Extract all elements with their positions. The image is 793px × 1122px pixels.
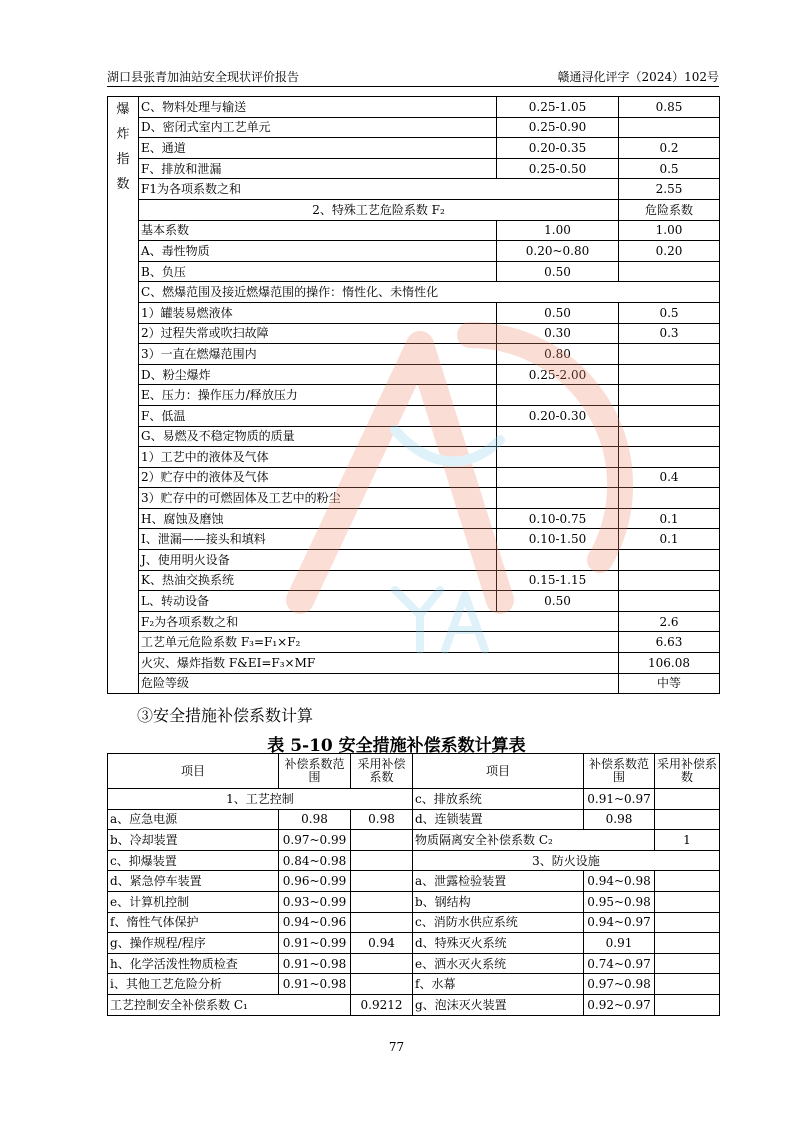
measure-used: 0.94 — [351, 933, 413, 954]
factor-range: 0.25-2.00 — [497, 364, 619, 385]
factor-name: 3）一直在燃爆范围内 — [139, 344, 497, 365]
factor-name: A、毒性物质 — [139, 241, 497, 262]
header-report-title: 湖口县张青加油站安全现状评价报告 — [107, 70, 300, 84]
total-label: F₂为各项系数之和 — [139, 611, 619, 632]
total-label: 工艺单元危险系数 F₃=F₁×F₂ — [139, 632, 619, 653]
measure-range: 0.95~0.98 — [584, 891, 655, 912]
total-row — [108, 632, 720, 653]
measure-range: 0.97~0.99 — [279, 830, 351, 851]
table-row — [108, 871, 720, 892]
factor-value: 0.85 — [619, 97, 720, 118]
factor-value: 0.2 — [619, 138, 720, 159]
side-label-char: 炸 — [116, 127, 130, 142]
total-value: 2.6 — [619, 611, 720, 632]
section-label: 3、防火设施 — [413, 850, 720, 871]
column-header-item: 项目 — [413, 754, 584, 789]
measure-name: g、操作规程/程序 — [108, 933, 279, 954]
special-header-label: 2、特殊工艺危险系数 F₂ — [139, 199, 619, 220]
factor-row — [108, 323, 720, 344]
factor-row — [108, 570, 720, 591]
factor-row — [108, 241, 720, 262]
measure-name: d、紧急停车装置 — [108, 871, 279, 892]
table-row — [108, 912, 720, 933]
total-value: 6.63 — [619, 632, 720, 653]
total-row — [108, 611, 720, 632]
factor-row — [108, 550, 720, 571]
factor-range: 1.00 — [497, 220, 619, 241]
measure-name: f、惰性气体保护 — [108, 912, 279, 933]
measure-name: e、计算机控制 — [108, 891, 279, 912]
measure-used — [351, 891, 413, 912]
measure-used — [655, 933, 720, 954]
measure-range: 0.91~0.98 — [279, 953, 351, 974]
measure-used — [351, 830, 413, 851]
measure-range: 0.98 — [584, 809, 655, 830]
section-label: 1、工艺控制 — [108, 789, 413, 810]
section-heading: ③安全措施补偿系数计算 — [137, 706, 314, 725]
factor-row — [108, 447, 720, 468]
factor-value: 0.1 — [619, 508, 720, 529]
measure-used — [351, 974, 413, 995]
factor-row — [108, 364, 720, 385]
f1-sum-label: F1为各项系数之和 — [139, 179, 619, 200]
factor-range — [497, 426, 619, 447]
measure-name: a、应急电源 — [108, 809, 279, 830]
column-header-range: 补偿系数范围 — [584, 754, 655, 789]
factor-value: 0.5 — [619, 158, 720, 179]
measure-range: 0.91~0.98 — [279, 974, 351, 995]
measure-range: 0.97~0.98 — [584, 974, 655, 995]
factor-name: I、泄漏——接头和填料 — [139, 529, 497, 550]
total-label: 火灾、爆炸指数 F&EI=F₃×MF — [139, 653, 619, 674]
factor-row — [108, 426, 720, 447]
factor-value: 0.3 — [619, 323, 720, 344]
factor-value — [619, 550, 720, 571]
total-value: 106.08 — [619, 653, 720, 674]
factor-value — [619, 426, 720, 447]
measure-range: 0.94~0.97 — [584, 912, 655, 933]
factor-range — [497, 550, 619, 571]
factor-row — [108, 529, 720, 550]
measure-name: b、冷却装置 — [108, 830, 279, 851]
factor-range: 0.10-0.75 — [497, 508, 619, 529]
factor-row — [108, 138, 720, 159]
factor-value: 0.1 — [619, 529, 720, 550]
measure-used — [655, 912, 720, 933]
table-row — [108, 891, 720, 912]
measure-name: e、洒水灭火系统 — [413, 953, 584, 974]
measure-name: f、水幕 — [413, 974, 584, 995]
special-header-row — [108, 199, 720, 220]
factor-name: F、低温 — [139, 405, 497, 426]
factor-row — [108, 302, 720, 323]
measure-name: g、泡沫灭火装置 — [413, 994, 584, 1015]
column-header-used: 采用补偿系数 — [655, 754, 720, 789]
measure-used — [655, 871, 720, 892]
measure-used — [655, 953, 720, 974]
factor-value: 0.4 — [619, 467, 720, 488]
factor-name: J、使用明火设备 — [139, 550, 497, 571]
factor-row-c — [108, 282, 720, 303]
table-row — [108, 974, 720, 995]
factor-value — [619, 385, 720, 406]
factor-range: 0.20-0.35 — [497, 138, 619, 159]
factor-name: B、负压 — [139, 261, 497, 282]
factor-row — [108, 97, 720, 118]
factor-row — [108, 220, 720, 241]
factor-name: E、通道 — [139, 138, 497, 159]
table-row — [108, 809, 720, 830]
measure-name: b、钢结构 — [413, 891, 584, 912]
factor-name: D、密闭式室内工艺单元 — [139, 117, 497, 138]
factor-range — [497, 488, 619, 509]
factor-value — [619, 117, 720, 138]
measure-name: c、排放系统 — [413, 789, 584, 810]
factor-range: 0.20-0.30 — [497, 405, 619, 426]
measure-range: 0.92~0.97 — [584, 994, 655, 1015]
measure-used — [351, 871, 413, 892]
factor-range: 0.80 — [497, 344, 619, 365]
measure-range: 0.94~0.96 — [279, 912, 351, 933]
factor-name: 基本系数 — [139, 220, 497, 241]
factor-name: 2）过程失常或吹扫故障 — [139, 323, 497, 344]
factor-value — [619, 405, 720, 426]
table-row — [108, 789, 720, 810]
table-row — [108, 994, 720, 1015]
factor-row — [108, 591, 720, 612]
c2-value: 1 — [655, 830, 720, 851]
factor-row — [108, 467, 720, 488]
measure-range: 0.96~0.99 — [279, 871, 351, 892]
factor-range: 0.30 — [497, 323, 619, 344]
c1-value: 0.9212 — [351, 994, 413, 1015]
factor-name: D、粉尘爆炸 — [139, 364, 497, 385]
factor-range: 0.50 — [497, 591, 619, 612]
factor-range: 0.25-0.90 — [497, 117, 619, 138]
factor-row — [108, 508, 720, 529]
factor-row — [108, 405, 720, 426]
factor-value: 1.00 — [619, 220, 720, 241]
measure-range: 0.91 — [584, 933, 655, 954]
table-row — [108, 953, 720, 974]
factor-range: 0.50 — [497, 302, 619, 323]
factor-value — [619, 344, 720, 365]
factor-value — [619, 488, 720, 509]
factor-range — [497, 467, 619, 488]
measure-range: 0.91~0.99 — [279, 933, 351, 954]
measure-range: 0.74~0.97 — [584, 953, 655, 974]
measure-name: c、抑爆装置 — [108, 850, 279, 871]
side-label-char: 爆 — [116, 102, 130, 117]
page-number: 77 — [388, 1040, 405, 1054]
measure-name: h、化学活泼性物质检查 — [108, 953, 279, 974]
c1-label: 工艺控制安全补偿系数 C₁ — [108, 994, 351, 1015]
factor-value — [619, 364, 720, 385]
fire-explosion-index-table — [107, 96, 720, 694]
factor-row — [108, 344, 720, 365]
factor-name: 1）工艺中的液体及气体 — [139, 447, 497, 468]
total-label: 危险等级 — [139, 673, 619, 694]
column-header-used: 采用补偿系数 — [351, 754, 413, 789]
side-label-char: 指 — [116, 152, 130, 167]
column-header-range: 补偿系数范围 — [279, 754, 351, 789]
factor-name: H、腐蚀及磨蚀 — [139, 508, 497, 529]
measure-used — [655, 789, 720, 810]
factor-range: 0.25-1.05 — [497, 97, 619, 118]
side-label-char: 数 — [116, 177, 130, 192]
factor-value — [619, 591, 720, 612]
measure-name: c、消防水供应系统 — [413, 912, 584, 933]
table-title: 表 5-10 安全措施补偿系数计算表 — [267, 736, 526, 756]
factor-name: C、物料处理与输送 — [139, 97, 497, 118]
table-header-row — [108, 754, 720, 789]
column-header-item: 项目 — [108, 754, 279, 789]
measure-range: 0.98 — [279, 809, 351, 830]
factor-row — [108, 261, 720, 282]
table-row — [108, 850, 720, 871]
factor-value — [619, 261, 720, 282]
factor-name: C、燃爆范围及接近燃爆范围的操作：惰性化、未惰性化 — [139, 282, 720, 303]
factor-value — [619, 447, 720, 468]
factor-value: 0.20 — [619, 241, 720, 262]
explosion-index-side-label — [108, 97, 139, 694]
total-row — [108, 653, 720, 674]
f1-sum-row — [108, 179, 720, 200]
factor-name: K、热油交换系统 — [139, 570, 497, 591]
factor-name: F、排放和泄漏 — [139, 158, 497, 179]
factor-name: E、压力：操作压力/释放压力 — [139, 385, 497, 406]
factor-row — [108, 158, 720, 179]
measure-range: 0.91~0.97 — [584, 789, 655, 810]
factor-range: 0.20~0.80 — [497, 241, 619, 262]
measure-used — [351, 953, 413, 974]
table-row — [108, 933, 720, 954]
factor-range: 0.10-1.50 — [497, 529, 619, 550]
measure-used — [655, 891, 720, 912]
factor-row — [108, 385, 720, 406]
total-row — [108, 673, 720, 694]
special-header-value: 危险系数 — [619, 199, 720, 220]
factor-name: 2）贮存中的液体及气体 — [139, 467, 497, 488]
safety-compensation-table — [107, 753, 720, 1016]
measure-used — [351, 850, 413, 871]
total-value: 中等 — [619, 673, 720, 694]
factor-range — [497, 447, 619, 468]
factor-name: 3）贮存中的可燃固体及工艺中的粉尘 — [139, 488, 497, 509]
measure-used: 0.98 — [351, 809, 413, 830]
measure-range: 0.93~0.99 — [279, 891, 351, 912]
factor-row — [108, 117, 720, 138]
factor-name: L、转动设备 — [139, 591, 497, 612]
measure-name: a、泄露检验装置 — [413, 871, 584, 892]
measure-name: i、其他工艺危险分析 — [108, 974, 279, 995]
table-row — [108, 830, 720, 851]
factor-value: 0.5 — [619, 302, 720, 323]
factor-range: 0.25-0.50 — [497, 158, 619, 179]
factor-range: 0.50 — [497, 261, 619, 282]
factor-name: G、易燃及不稳定物质的质量 — [139, 426, 497, 447]
f1-sum-value: 2.55 — [619, 179, 720, 200]
factor-range — [497, 385, 619, 406]
measure-name: d、特殊灭火系统 — [413, 933, 584, 954]
measure-name: d、连锁装置 — [413, 809, 584, 830]
measure-used — [655, 994, 720, 1015]
c2-label: 物质隔离安全补偿系数 C₂ — [413, 830, 655, 851]
factor-row — [108, 488, 720, 509]
measure-range: 0.84~0.98 — [279, 850, 351, 871]
page-header — [107, 66, 719, 87]
factor-name: 1）罐装易燃液体 — [139, 302, 497, 323]
measure-used — [655, 809, 720, 830]
factor-value — [619, 570, 720, 591]
header-document-number: 赣通浔化评字（2024）102号 — [557, 70, 719, 84]
measure-used — [351, 912, 413, 933]
factor-range: 0.15-1.15 — [497, 570, 619, 591]
measure-used — [655, 974, 720, 995]
measure-range: 0.94~0.98 — [584, 871, 655, 892]
